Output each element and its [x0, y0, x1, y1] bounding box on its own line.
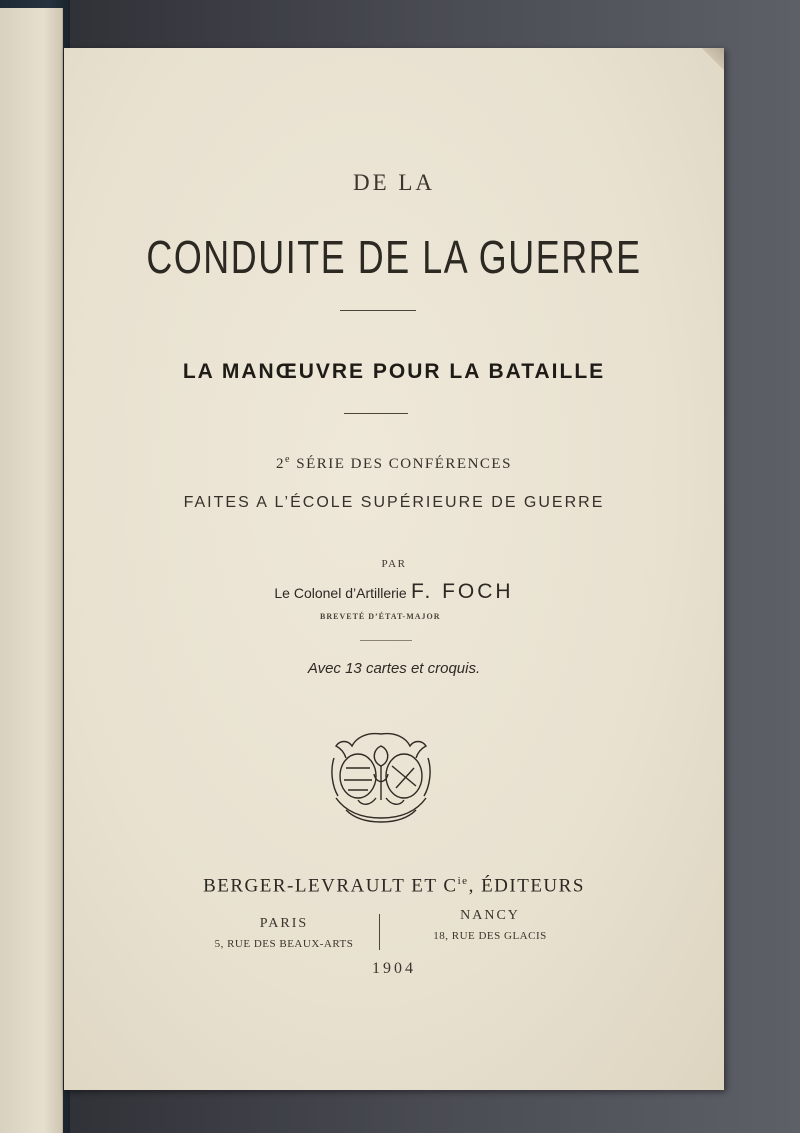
city-nancy: NANCY [460, 908, 520, 923]
publisher-name: BERGER-LEVRAULT ET C [203, 875, 458, 897]
paris-block [184, 916, 384, 950]
city-paris: PARIS [259, 916, 309, 931]
publication-year: 1904 [372, 960, 416, 977]
left-page-edge [0, 8, 63, 1133]
publisher-suffix: , ÉDITEURS [468, 875, 585, 897]
publisher-sup: ie [457, 875, 469, 887]
nancy-block [390, 908, 590, 942]
author-name: F. FOCH [410, 580, 514, 603]
author-credential: BREVETÉ D’ÉTAT-MAJOR [320, 612, 441, 621]
address-divider [379, 914, 380, 950]
author-rank: Le Colonel d’Artillerie [274, 585, 407, 601]
series-number: 2 [276, 456, 286, 472]
subtitle: LA MANŒUVRE POUR LA BATAILLE [182, 360, 606, 383]
author-line [64, 580, 724, 604]
series-line-2: FAITES A L’ÉCOLE SUPÉRIEURE DE GUERRE [183, 494, 605, 511]
monogram-emblem-icon [326, 728, 436, 826]
main-title: CONDUITE DE LA GUERRE [146, 231, 642, 283]
author-rule [360, 640, 412, 641]
series-text: SÉRIE DES CONFÉRENCES [291, 456, 512, 472]
series-line [64, 454, 724, 473]
by-label: PAR [381, 558, 407, 570]
title-prefix: DE LA [352, 170, 436, 195]
address-paris: 5, RUE DES BEAUX-ARTS [214, 938, 354, 950]
title-rule [340, 310, 416, 311]
address-nancy: 18, RUE DES GLACIS [433, 930, 547, 942]
maps-note: Avec 13 cartes et croquis. [307, 660, 481, 677]
series-ordinal: e [285, 454, 291, 465]
page-corner [702, 48, 724, 70]
subtitle-rule [344, 413, 408, 414]
publisher-line [64, 875, 724, 897]
title-page [64, 48, 724, 1090]
